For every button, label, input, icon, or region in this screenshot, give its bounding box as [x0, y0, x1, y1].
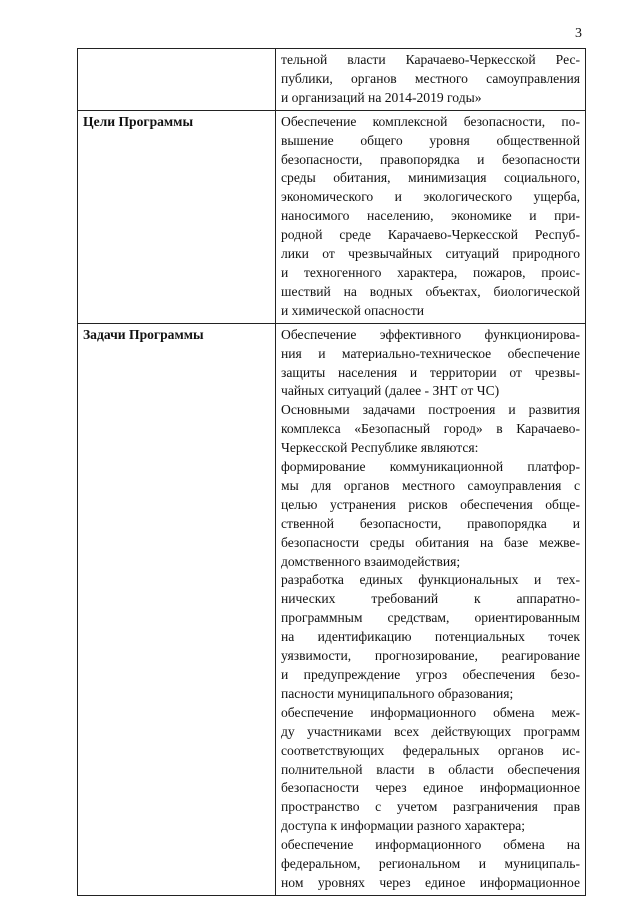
text-line: домственного взаимодействия; [281, 553, 461, 569]
text-line: ду участниками всех действующих программ [281, 723, 580, 739]
text-line: вышение общего уровня общественной [281, 132, 580, 148]
text-line: публики, органов местного самоуправления [281, 70, 580, 86]
text-line: доступа к информации разного характера; [281, 818, 526, 834]
text-line: на идентификацию потенциальных точек [281, 629, 580, 645]
text-line: Обеспечение комплексной безопасности, по- [281, 113, 580, 129]
text-line: безопасности среды обитания на базе межве- [281, 534, 580, 550]
text-line: шествий на водных объектах, биологической [281, 283, 580, 299]
table-row-continuation [78, 49, 586, 111]
text-line: уязвимости, прогнозирование, реагирование [281, 648, 580, 664]
text-line: обеспечение информационного обмена меж- [281, 704, 580, 720]
text-line: соответствующих федеральных органов ис- [281, 742, 580, 758]
table-row-tasks [78, 323, 586, 895]
text-line: комплекса «Безопасный город» в Карачаево- [281, 421, 580, 437]
text-line: мы для органов местного самоуправления с [281, 477, 580, 493]
row-content-goals [276, 110, 586, 323]
text-line: наносимого населению, экономике и при- [281, 208, 580, 224]
text-line: и предупреждение угроз обеспечения безо- [281, 667, 580, 682]
text-line: разработка единых функциональных и тех- [281, 572, 580, 588]
text-line: Основными задачами построения и развития [281, 402, 580, 418]
text-line: лики от чрезвычайных ситуаций природного [281, 246, 580, 262]
text-line: программным средствам, ориентированным [281, 610, 580, 626]
row-label-empty [78, 49, 276, 111]
program-passport-table [77, 48, 586, 896]
text-line: пространство с учетом разграничения прав [281, 799, 580, 815]
text-line: безопасности, правопорядка и безопасности [281, 151, 580, 167]
text-line: целью устранения рисков обеспечения обще- [281, 496, 580, 512]
page-number: 3 [575, 26, 582, 41]
text-line: полнительной власти в области обеспечения [281, 761, 580, 777]
text-line: обеспечение информационного обмена на [281, 837, 580, 853]
text-line: формирование коммуникационной платфор- [281, 459, 580, 475]
text-line: родной среде Карачаево-Черкесской Респуб- [281, 227, 580, 243]
text-line: экономического и экологического ущерба, [281, 189, 580, 205]
text-line: Черкесской Республике являются: [281, 440, 479, 456]
text-line: среды обитания, минимизация социального, [281, 170, 580, 186]
row-label-goals: Цели Программы [78, 110, 276, 323]
text-line: ния и материально-техническое обеспечение [281, 345, 580, 361]
text-line: нических требований к аппаратно- [281, 591, 580, 607]
text-line: тельной власти Карачаево-Черкесской Рес- [281, 52, 580, 67]
text-line: и химической опасности [281, 302, 425, 318]
row-content-tasks [276, 323, 586, 895]
row-content-continuation [276, 49, 586, 111]
text-line: безопасности через единое информационное [281, 780, 580, 796]
text-line: Обеспечение эффективного функционирова- [281, 326, 580, 342]
text-line: ственной безопасности, правопорядка и [281, 515, 580, 531]
text-line: и техногенного характера, пожаров, проис- [281, 264, 580, 280]
text-line: федеральном, региональном и муниципаль- [281, 856, 580, 872]
text-line: ном уровнях через единое информационное [281, 874, 580, 890]
text-line: пасности муниципального образования; [281, 685, 514, 701]
text-line: защиты населения и территории от чрезвы- [281, 364, 580, 380]
row-label-tasks: Задачи Программы [78, 323, 276, 895]
text-line: чайных ситуаций (далее - ЗНТ от ЧС) [281, 383, 500, 399]
table-row-goals [78, 110, 586, 323]
text-line: и организаций на 2014-2019 годы» [281, 89, 482, 105]
